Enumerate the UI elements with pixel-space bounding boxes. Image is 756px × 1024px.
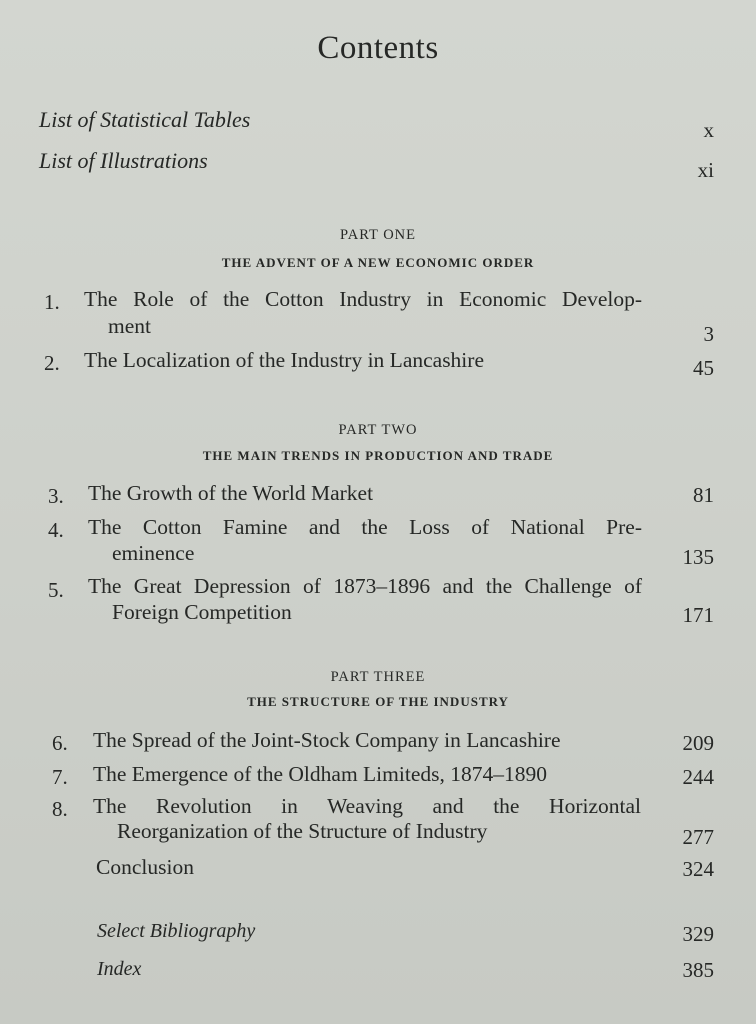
chapter-number: 7. [52, 765, 68, 789]
part-heading: THE STRUCTURE OF THE INDUSTRY [247, 694, 509, 709]
chapter-number: 2. [44, 351, 60, 375]
page-number: 209 [682, 731, 714, 755]
part-heading: THE ADVENT OF A NEW ECONOMIC ORDER [221, 255, 535, 270]
chapter-number: 6. [52, 731, 68, 755]
page-title: Contents [317, 30, 439, 66]
chapter-number: 4. [48, 518, 64, 542]
page-number: 45 [693, 356, 714, 380]
chapter-title: The Spread of the Joint-Stock Company in Lancashire [93, 728, 561, 752]
part-heading: THE MAIN TRENDS IN PRODUCTION AND TRADE [202, 448, 554, 463]
page-number: x [703, 118, 714, 142]
toc-entry-statistical-tables: List of Statistical Tables [39, 107, 251, 132]
toc-entry-conclusion: Conclusion [96, 855, 194, 879]
page-number: 385 [682, 958, 714, 982]
chapter-title-continued: eminence [112, 541, 195, 565]
chapter-title: The Role of the Cotton Industry in Economic Develop- [84, 287, 642, 311]
chapter-title-continued: ment [108, 314, 151, 338]
page-number: 244 [682, 765, 714, 789]
page-number: 135 [682, 545, 714, 569]
chapter-title: The Localization of the Industry in Lancashire [84, 348, 484, 372]
chapter-title: The Cotton Famine and the Loss of National Pre- [88, 515, 642, 539]
chapter-number: 5. [48, 578, 64, 602]
chapter-title: The Emergence of the Oldham Limiteds, 1874–1890 [93, 762, 547, 786]
part-label: PART TWO [338, 422, 418, 438]
page-number: xi [697, 158, 714, 182]
toc-entry-illustrations: List of Illustrations [39, 148, 208, 173]
toc-entry-bibliography: Select Bibliography [97, 920, 256, 942]
page-number: 81 [693, 483, 714, 507]
chapter-number: 1. [44, 290, 60, 314]
chapter-title: The Growth of the World Market [88, 481, 374, 505]
part-label: PART ONE [339, 227, 417, 243]
page-number: 324 [682, 857, 714, 881]
page-number: 329 [682, 922, 714, 946]
chapter-title: The Great Depression of 1873–1896 and the Challenge of [88, 574, 642, 598]
page-number: 3 [703, 322, 714, 346]
page-number: 171 [682, 603, 714, 627]
toc-entry-index: Index [97, 958, 142, 980]
chapter-number: 3. [48, 484, 64, 508]
chapter-number: 8. [52, 797, 68, 821]
page-number: 277 [682, 825, 714, 849]
chapter-title-continued: Reorganization of the Structure of Industry [117, 819, 488, 843]
chapter-title-continued: Foreign Competition [112, 600, 292, 624]
part-label: PART THREE [330, 669, 426, 685]
chapter-title: The Revolution in Weaving and the Horizontal [93, 794, 641, 818]
